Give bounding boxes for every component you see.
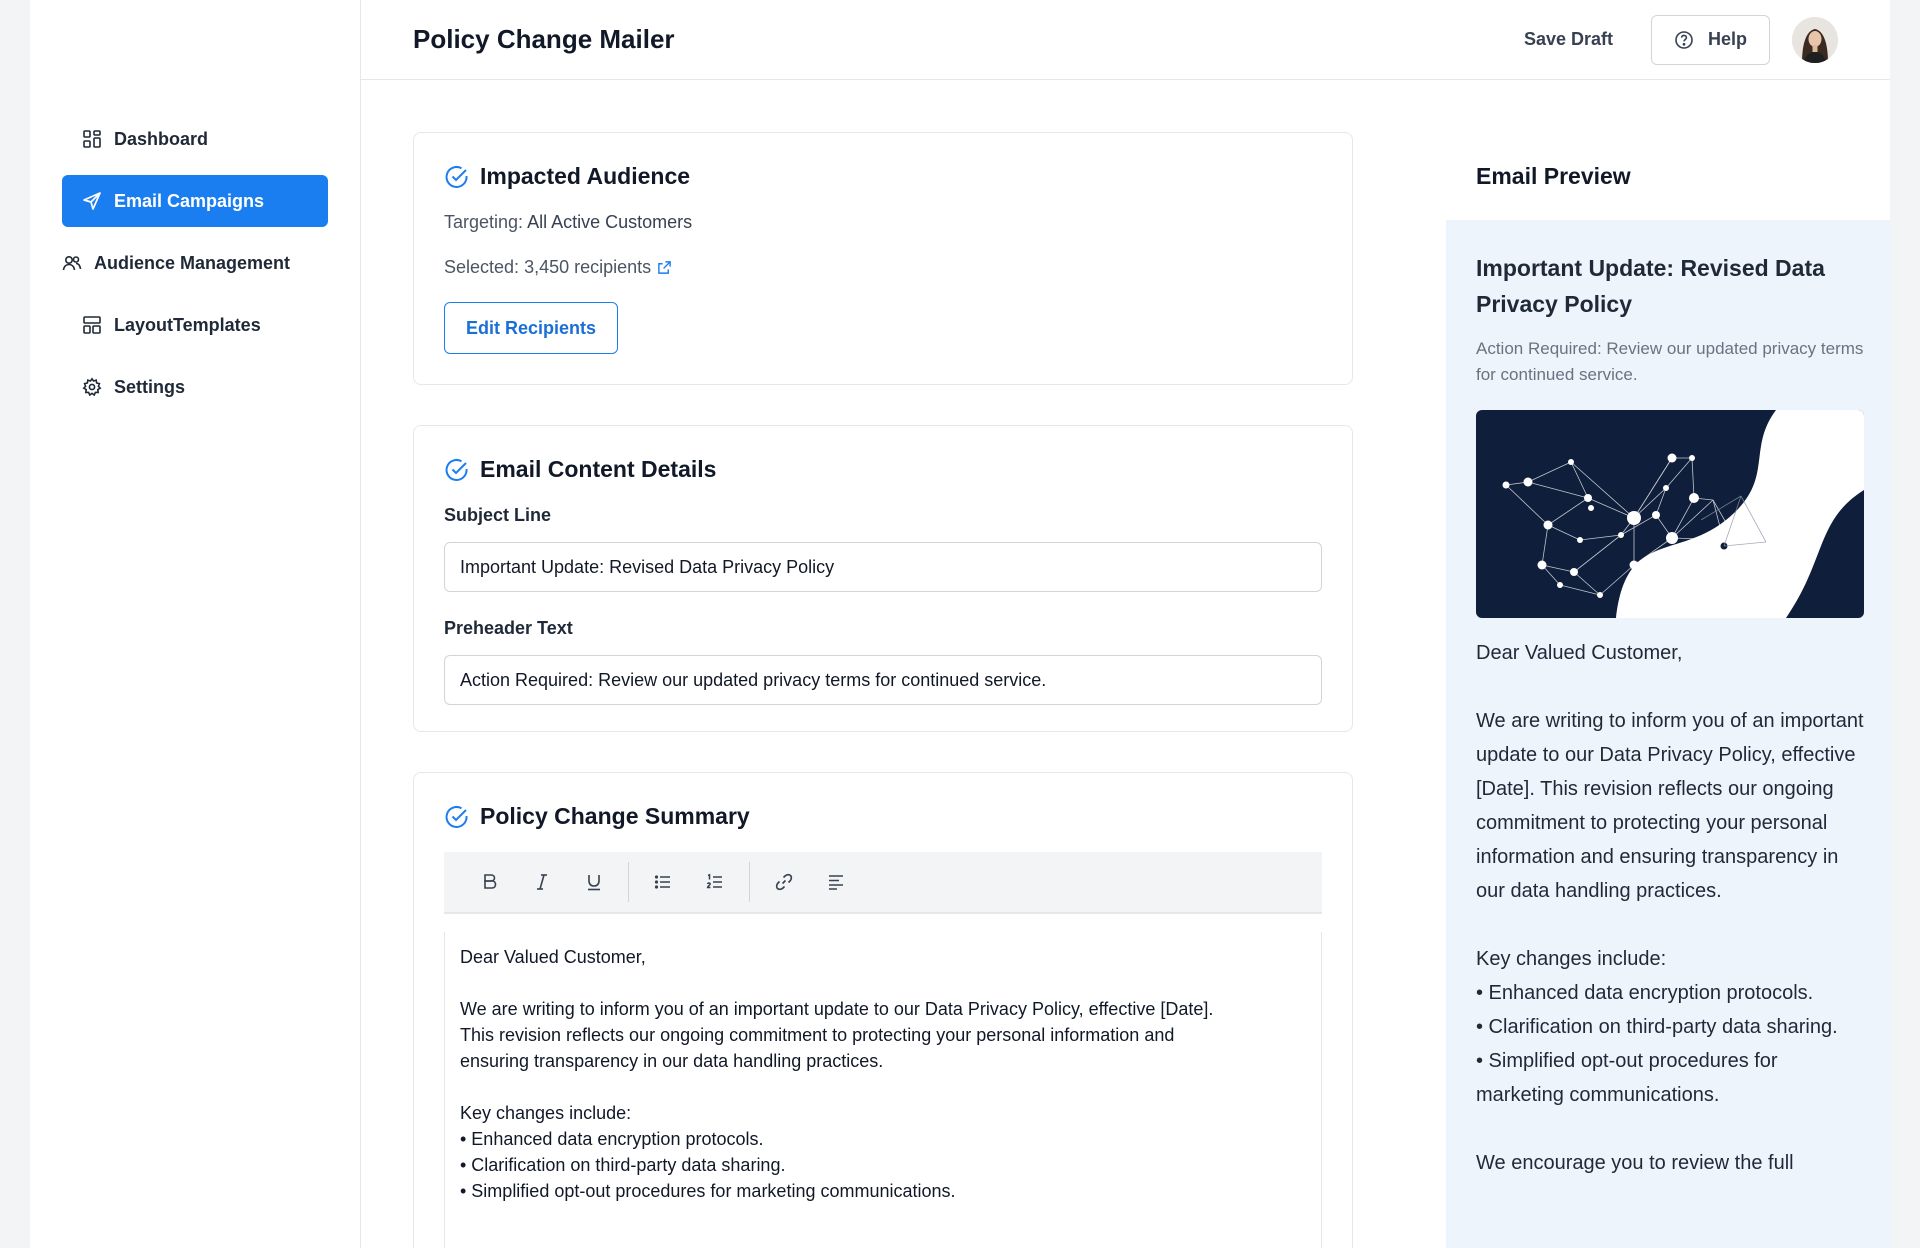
- users-icon: [62, 253, 82, 273]
- underline-icon: [584, 872, 604, 892]
- italic-icon: [532, 872, 552, 892]
- check-circle-icon: [444, 164, 470, 190]
- targeting-line: Targeting: All Active Customers: [444, 212, 693, 232]
- form-column: [413, 132, 1353, 1248]
- save-draft-button[interactable]: Save Draft: [1523, 29, 1613, 49]
- dashboard-icon: [82, 129, 102, 149]
- sidebar-item-settings[interactable]: [62, 361, 328, 413]
- bold-icon: [480, 872, 500, 892]
- email-content-card: [413, 425, 1353, 732]
- selected-recipients-link[interactable]: 3,450 recipients: [524, 257, 652, 277]
- sidebar-item-label: LayoutTemplates: [114, 314, 261, 335]
- preheader-input[interactable]: Action Required: Review our updated privacy terms for continued service.: [444, 655, 1322, 705]
- bold-button[interactable]: [464, 862, 516, 902]
- impacted-audience-card: [413, 132, 1353, 385]
- summary-editor[interactable]: Dear Valued Customer, We are writing to inform you of an important update to our Data Privacy Policy, effective [Date]. This revision reflects our ongoing commitment to protecting your personal information and ensuring transparency in our data handling practices. Key changes include: • Enhanced data encryption protocols. • Clarification on third-party data sharing. • Simplified opt-out procedures for marketing communications.: [444, 932, 1322, 1248]
- email-preview-panel: [1446, 132, 1890, 1248]
- sidebar-item-label: Email Campaigns: [114, 190, 265, 211]
- toolbar-divider: [628, 862, 629, 902]
- check-circle-icon: [444, 804, 470, 830]
- card-title: Email Content Details: [444, 456, 1322, 483]
- bullet-list-icon: [653, 872, 673, 892]
- targeting-value: All Active Customers: [527, 212, 693, 232]
- sidebar-item-label: Dashboard: [114, 128, 209, 149]
- link-icon: [774, 872, 794, 892]
- subject-label: Subject Line: [444, 505, 552, 525]
- sidebar-item-dashboard[interactable]: [62, 113, 328, 165]
- card-title: Policy Change Summary: [444, 803, 1322, 830]
- align-icon: [826, 872, 846, 892]
- align-button[interactable]: [810, 862, 862, 902]
- underline-button[interactable]: [568, 862, 620, 902]
- preview-text: Dear Valued Customer, We are writing to inform you of an important update to our Data Privacy Policy, effective [Date]. This revision reflects our ongoing commitment to protecting your personal information and ensuring transparency in our data handling practices. Key changes include: • Enhanced data encryption protocols. • Clarification on third-party data sharing. • Simplified opt-out procedures for marketing communications. We encourage you to review the full: [1476, 642, 1864, 1174]
- editor-toolbar: [444, 852, 1322, 914]
- numbered-list-icon: [705, 872, 725, 892]
- sidebar-item-label: Settings: [114, 376, 186, 397]
- preview-preheader: Action Required: Review our updated privacy terms for continued service.: [1476, 339, 1864, 384]
- link-button[interactable]: [758, 862, 810, 902]
- send-icon: [82, 191, 102, 211]
- help-button[interactable]: [1651, 15, 1770, 65]
- external-link-icon[interactable]: [657, 260, 672, 275]
- page-title: Policy Change Mailer: [413, 24, 675, 54]
- edit-recipients-button[interactable]: Edit Recipients: [444, 302, 618, 354]
- preheader-label: Preheader Text: [444, 618, 573, 638]
- preview-hero-image: [1476, 410, 1864, 618]
- policy-summary-card: [413, 772, 1353, 1248]
- sidebar-item-audience-management[interactable]: [62, 237, 328, 289]
- sidebar-item-email-campaigns[interactable]: [62, 175, 328, 227]
- preview-title: Email Preview: [1446, 132, 1890, 220]
- gear-icon: [82, 377, 102, 397]
- app-window: [30, 0, 1890, 1248]
- numbered-list-button[interactable]: [689, 862, 741, 902]
- sidebar-item-label: Audience Management: [94, 252, 291, 273]
- help-label: Help: [1707, 29, 1747, 49]
- help-icon: [1674, 30, 1694, 50]
- check-circle-icon: [444, 457, 470, 483]
- preview-body: [1446, 220, 1890, 1180]
- toolbar-divider: [749, 862, 750, 902]
- card-title: Impacted Audience: [444, 163, 1322, 190]
- selected-line: Selected: 3,450 recipients: [444, 257, 1322, 278]
- subject-input[interactable]: Important Update: Revised Data Privacy Policy: [444, 542, 1322, 592]
- sidebar: [30, 0, 361, 1248]
- preview-subject: Important Update: Revised Data Privacy Policy: [1476, 255, 1825, 317]
- italic-button[interactable]: [516, 862, 568, 902]
- page-header: [361, 0, 1890, 80]
- layout-icon: [82, 315, 102, 335]
- avatar[interactable]: [1792, 17, 1838, 63]
- bullet-list-button[interactable]: [637, 862, 689, 902]
- main-area: [361, 0, 1890, 1248]
- sidebar-item-layout-templates[interactable]: [62, 299, 328, 351]
